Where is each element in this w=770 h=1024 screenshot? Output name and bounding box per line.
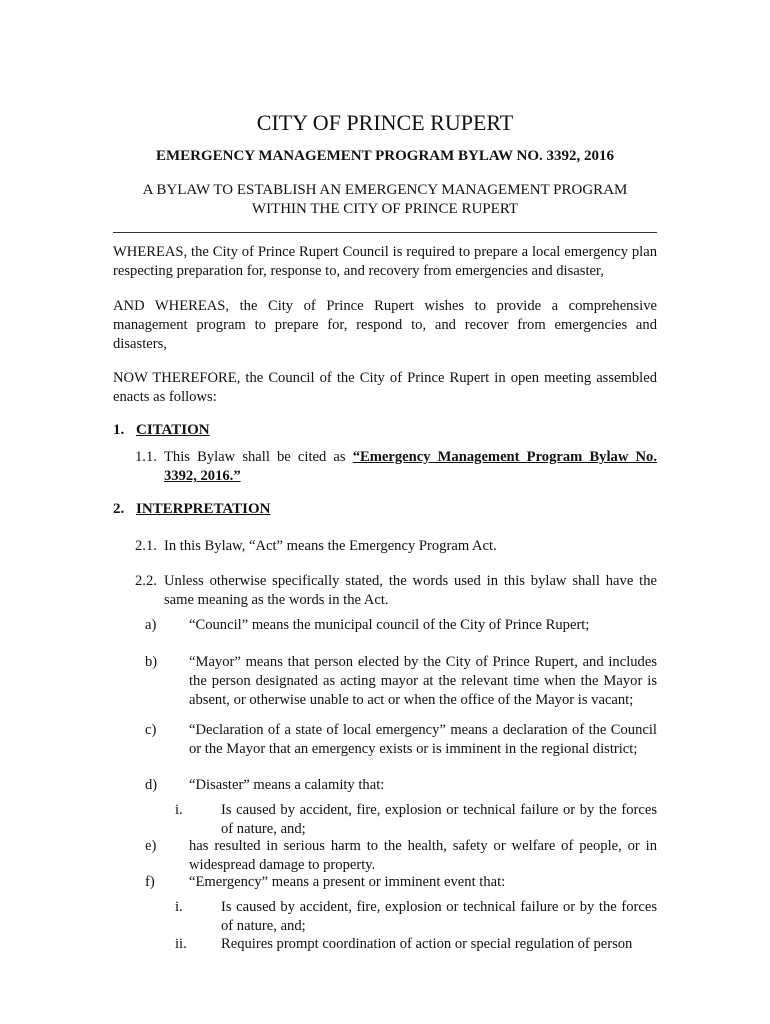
purpose-line-1: A BYLAW TO ESTABLISH AN EMERGENCY MANAGEMENT PROGRAM <box>142 182 628 198</box>
item-letter: d) <box>145 777 158 793</box>
definition-item-f-i <box>175 898 657 936</box>
section-number: 2. <box>113 501 125 517</box>
section-heading-interpretation <box>113 501 270 518</box>
subsection-text: Unless otherwise specifically stated, the words used in this bylaw shall have the same meaning as the words in the Act. <box>164 573 657 608</box>
subsection-number: 1.1. <box>135 449 157 465</box>
bylaw-purpose <box>0 181 770 219</box>
definition-item-c <box>145 721 657 759</box>
definition-item-b <box>145 653 657 710</box>
subsection-number: 2.1. <box>135 538 157 554</box>
item-text: “Disaster” means a calamity that: <box>189 777 385 793</box>
citation-lead-text: This Bylaw shall be cited as <box>164 449 353 465</box>
item-letter: c) <box>145 722 157 738</box>
section-label: INTERPRETATION <box>136 501 271 517</box>
definition-item-f <box>145 873 657 892</box>
definition-item-a <box>145 616 657 635</box>
item-text: “Emergency” means a present or imminent event that: <box>189 874 506 890</box>
header-divider <box>113 232 657 233</box>
section-heading-citation <box>113 422 210 439</box>
subsection-text <box>164 448 657 486</box>
definition-item-e <box>145 837 657 875</box>
purpose-line-2: WITHIN THE CITY OF PRINCE RUPERT <box>251 201 519 217</box>
item-text: “Declaration of a state of local emergency” means a declaration of the Council or the Mayor that an emergency exists or is imminent in the regional district; <box>189 722 657 757</box>
whereas-clause-1: WHEREAS, the City of Prince Rupert Council is required to prepare a local emergency plan respecting preparation for, response to, and recovery from emergencies and disaster, <box>113 244 657 279</box>
item-text: Is caused by accident, fire, explosion or technical failure or by the forces of nature, and; <box>221 899 657 934</box>
subsection-2-2 <box>135 572 657 610</box>
definition-item-d-i <box>175 801 657 839</box>
subsection-1-1 <box>135 448 657 486</box>
item-numeral: i. <box>175 802 183 818</box>
citation-name: “Emergency Management Program Bylaw No. 3392, 2016.” <box>164 449 657 484</box>
item-numeral: ii. <box>175 936 187 952</box>
enacting-clause: NOW THEREFORE, the Council of the City of Prince Rupert in open meeting assembled enacts as follows: <box>113 370 657 405</box>
item-text: “Council” means the municipal council of the City of Prince Rupert; <box>189 617 590 633</box>
item-letter: f) <box>145 874 155 890</box>
subsection-number: 2.2. <box>135 573 157 589</box>
subsection-text: In this Bylaw, “Act” means the Emergency Program Act. <box>164 538 497 554</box>
subsection-2-1 <box>135 537 657 556</box>
item-text: “Mayor” means that person elected by the City of Prince Rupert, and includes the person designated as acting mayor at the relevant time when the Mayor is absent, or otherwise unable to act or when the office of the Mayor is vacant; <box>189 654 657 708</box>
document-title: CITY OF PRINCE RUPERT <box>256 110 514 135</box>
definition-item-f-ii <box>175 935 657 954</box>
item-letter: b) <box>145 654 158 670</box>
item-text: Requires prompt coordination of action or special regulation of person <box>221 936 633 952</box>
bylaw-name: EMERGENCY MANAGEMENT PROGRAM BYLAW NO. 3392, 2016 <box>155 148 615 164</box>
section-number: 1. <box>113 422 125 438</box>
section-label: CITATION <box>136 422 210 438</box>
item-text: Is caused by accident, fire, explosion or technical failure or by the forces of nature, and; <box>221 802 657 837</box>
whereas-clause-2: AND WHEREAS, the City of Prince Rupert wishes to provide a comprehensive management program to prepare for, respond to, and recover from emergencies and disasters, <box>113 298 657 352</box>
definition-item-d <box>145 776 657 795</box>
item-numeral: i. <box>175 899 183 915</box>
item-text: has resulted in serious harm to the health, safety or welfare of people, or in widespread damage to property. <box>189 838 657 873</box>
item-letter: e) <box>145 838 157 854</box>
item-letter: a) <box>145 617 157 633</box>
